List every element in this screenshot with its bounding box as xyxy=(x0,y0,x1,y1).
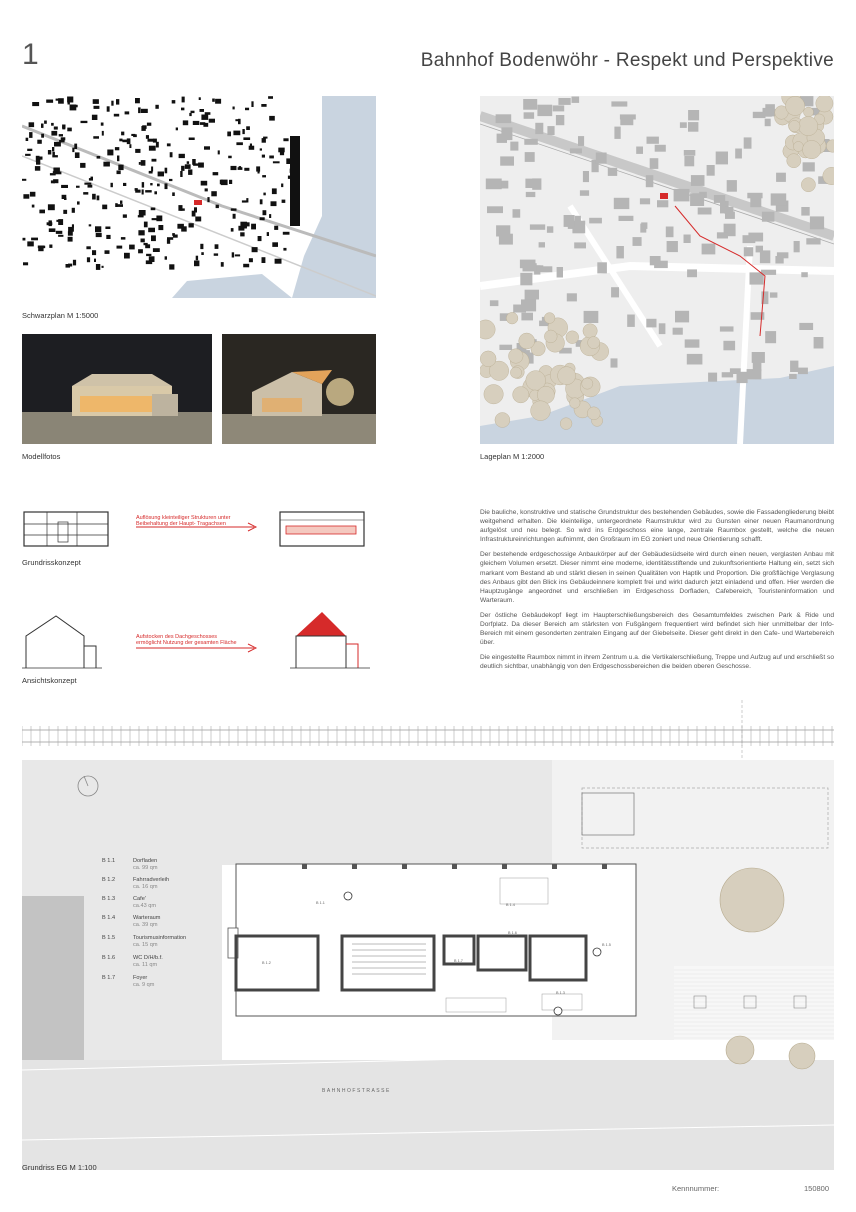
legend-area: ca. 9 qm xyxy=(133,982,155,988)
legend-name: Warteraum xyxy=(133,915,161,921)
grundrisskonzept-sketch-before xyxy=(22,508,112,552)
model-photo-2 xyxy=(222,334,376,444)
legend-id: B 1.5 xyxy=(102,935,116,941)
kennnummer-value: 150800 xyxy=(804,1184,830,1193)
room-label: B 1.6 xyxy=(508,931,517,935)
legend-area: ca.43 qm xyxy=(133,903,157,909)
modellfotos-caption: Modellfotos xyxy=(22,452,61,461)
room-label: B 1.7 xyxy=(454,959,463,963)
grundrisskonzept-caption: Grundrisskonzept xyxy=(22,558,81,567)
page-number: 1 xyxy=(22,38,39,71)
legend-area: ca. 16 qm xyxy=(133,884,158,890)
legend-area: ca. 11 qm xyxy=(133,962,158,968)
page-title: Bahnhof Bodenwöhr - Respekt und Perspektive xyxy=(420,50,834,71)
legend-id: B 1.4 xyxy=(102,915,116,921)
room-label: B 1.1 xyxy=(316,901,325,905)
legend-name: Dorfladen xyxy=(133,858,158,864)
legend-id: B 1.7 xyxy=(102,975,116,981)
legend-area: ca. 39 qm xyxy=(133,922,158,928)
room-label: B 1.5 xyxy=(602,943,611,947)
legend-area: ca. 15 qm xyxy=(133,942,158,948)
legend-id: B 1.6 xyxy=(102,955,116,961)
grundrisskonzept-sketch-after xyxy=(278,508,368,552)
legend-name: WC D/H/b.f. xyxy=(133,955,163,961)
ansicht-arrow xyxy=(136,643,260,653)
description-paragraph: Der östliche Gebäudekopf liegt im Haupterschließungsbereich des Gesamtumfeldes zwischen Park & Ride und Dorfplatz. Da dieser Bereich am stärksten von Fußgängern frequentiert wird befindet sich hier unmittelbar der Info-Bereich mit einem gesonderten zentralen Eingang auf der Giebelseite. Dieser geht direkt in den Cafe- und Wartebereich über. xyxy=(480,611,834,647)
description-text xyxy=(480,508,834,678)
kennnummer-label: Kennnummer: xyxy=(672,1184,720,1193)
schwarzplan-map xyxy=(22,96,376,298)
ansichtskonzept-sketch-after xyxy=(290,606,370,670)
ansichtskonzept-sketch-before xyxy=(22,612,102,670)
schwarzplan-caption: Schwarzplan M 1:5000 xyxy=(22,311,99,320)
grundriss-arrow xyxy=(136,522,260,532)
legend-name: Foyer xyxy=(133,975,148,981)
lageplan-caption: Lageplan M 1:2000 xyxy=(480,452,545,461)
ansichtskonzept-caption: Ansichtskonzept xyxy=(22,676,77,685)
description-paragraph: Der bestehende erdgeschossige Anbaukörper auf der Gebäudesüdseite wird durch einen neuen, verglasten Anbau mit gleichem Volumen ersetzt. Dieser nimmt eine moderne, identitätsstiftende und zukunftsorientierte Haltung ein, setzt sich markant vom Bestand ab und stärkt diesen in seinen Qualitäten von Haptik und Proportion. Die großflächige Verglasung des Anbaus gibt den Blick ins Gebäudeinnere komplett frei und wirkt dadurch jetzt einladend und offen. Hier werden die Hauptzugänge angeordnet und erschließen im Erdgeschoss Dorfladen, Cafebereich, Touristeninformation und Warteraum. xyxy=(480,551,834,604)
legend-id: B 1.2 xyxy=(102,877,116,883)
description-paragraph: Die eingestellte Raumbox nimmt in ihrem Zentrum u.a. die Vertikalerschließung, Treppe und Aufzug auf und erschließt so deutlich sichtbar, unabhängig von den Erdgeschossbereichen die beiden oberen Geschosse. xyxy=(480,654,834,671)
grundriss-caption: Grundriss EG M 1:100 xyxy=(22,1163,97,1172)
ansicht-note-line-2: ermöglicht Nutzung der gesamten Fläche xyxy=(136,640,237,647)
legend-area: ca. 99 qm xyxy=(133,865,158,871)
legend-id: B 1.1 xyxy=(102,858,116,864)
room-label: B 1.2 xyxy=(262,961,271,965)
ansicht-note-line-1: Aufstocken des Dachgeschosses xyxy=(136,634,218,640)
model-photo-1 xyxy=(22,334,212,444)
room-label: B 1.4 xyxy=(506,903,515,907)
legend-name: Fahrradverleih xyxy=(133,877,170,883)
description-paragraph: Die bauliche, konstruktive und statische Grundstruktur des bestehenden Gebäudes, sowie die Fassadengliederung bleibt weitgehend erhalten. Die kleinteilige, untergeordnete Raumstruktur wird zu Gunsten einer neuen Raumanordnung aufgelöst und neu belegt. So wird ins Erdgeschoss eine lange, zentrale Raumbox gestellt, welche die neuen Infrastruktureinrichtungen aufnimmt, den Großraum im EG zoniert und neue Orientierung schafft. xyxy=(480,509,834,544)
street-label: BAHNHOFSTRASSE xyxy=(322,1088,391,1094)
legend-name: Tourismusinformation xyxy=(133,935,187,941)
grundriss-note-line-1: Auflösung kleinteiliger Strukturen unter xyxy=(136,515,231,521)
lageplan-map xyxy=(480,96,834,444)
legend-id: B 1.3 xyxy=(102,896,116,902)
room-label: B 1.3 xyxy=(556,991,565,995)
grundriss-note-line-2: Beibehaltung der Haupt- Tragachsen xyxy=(136,521,226,528)
legend-name: Cafe' xyxy=(133,896,146,902)
